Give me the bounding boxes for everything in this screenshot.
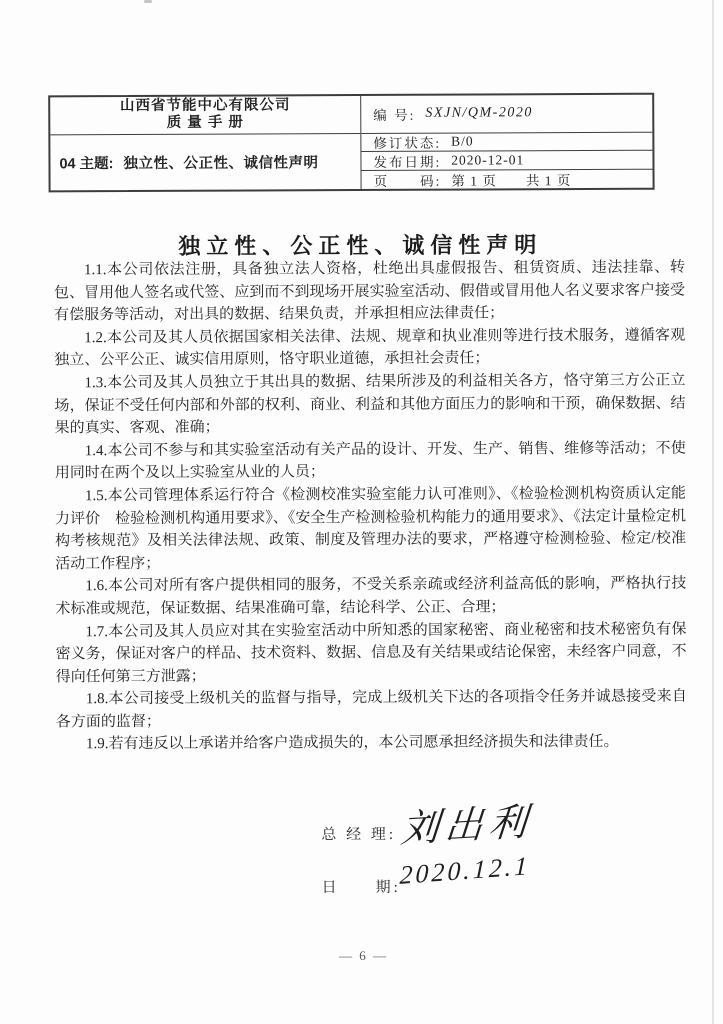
subject-label: 04 主题: <box>59 155 114 173</box>
declaration-paragraph: 1.7.本公司及其人员应对其在实验室活动中所知悉的国家秘密、商业秘密和技术秘密负有保密义务，保证对客户的样品、技术资料、数据、信息及有关结果或结论保密，未经客户同意，不得向任何第三方泄露； <box>55 621 687 686</box>
issue-date-label: 发布日期: <box>373 154 442 170</box>
doc-number-value: SXJN/QM-2020 <box>425 105 533 121</box>
page-number-value: 第 1 页 共 1 页 <box>451 172 572 189</box>
quality-manual-header-table <box>48 93 654 193</box>
general-manager-label: 总 经 理: <box>321 826 397 844</box>
declaration-paragraph: 1.3.本公司及其人员独立于其出具的数据、结果所涉及的利益相关各方，恪守第三方公正立场，保证不受任何内部和外部的权利、商业、利益和其他方面压力的影响和干预，确保数据、结果的真实、客观、准确； <box>54 372 686 437</box>
page-number-row <box>362 169 653 189</box>
subject-value: 独立性、公正性、诚信性声明 <box>123 154 319 172</box>
company-name: 山西省节能中心有限公司 <box>119 97 291 115</box>
issue-date-value: 2020-12-01 <box>451 152 525 168</box>
handwritten-signature: 刘出利 <box>399 801 535 851</box>
declaration-paragraph: 1.6.本公司对所有客户提供相同的服务，不受关系亲疏或经济利益高低的影响，严格执行技术标准或规范，保证数据、结果准确可靠，结论科学、公正、合理； <box>55 575 687 618</box>
footer-page-number: — 6 — <box>338 947 388 964</box>
revision-status-row <box>361 132 652 152</box>
issue-date-row <box>361 151 652 171</box>
subject-cell <box>50 134 360 191</box>
declaration-paragraph: 1.5.本公司管理体系运行符合《检测校准实验室能力认可准则》、《检验检测机构资质认定能力评价 检验检测机构通用要求》、《安全生产检测检验机构能力的通用要求》、《法定计量检定机构考核规范》及相关法律法规、政策、制度及管理办法的要求，严格遵守检测检验、检定/校准活动工作程序； <box>54 485 687 573</box>
company-name-cell <box>50 96 360 135</box>
doc-number-label: 编 号: <box>373 108 416 124</box>
header-table-left-column <box>50 96 361 190</box>
signature-date-label: 日 期: <box>321 879 401 897</box>
handwritten-date: 2020.12.1 <box>399 851 531 890</box>
manual-name: 质 量 手 册 <box>166 114 244 132</box>
doc-number-row <box>361 95 652 134</box>
declaration-paragraph: 1.4.本公司不参与和其实验室活动有关产品的设计、开发、生产、销售、维修等活动；不使用同时在两个及以上实验室从业的人员； <box>54 440 686 482</box>
page-number-label: 页 码: <box>373 173 442 189</box>
declaration-paragraph: 1.8.本公司接受上级机关的监督与指导，完成上级机关下达的各项指令任务并诚恳接受来自各方面的监督； <box>55 688 687 731</box>
revision-status-label: 修订状态: <box>373 135 442 152</box>
declaration-paragraph: 1.2.本公司及其人员依据国家相关法律、法规、规章和执业准则等进行技术服务，遵循客观独立、公平公正、诚实信用原则，恪守职业道德，承担社会责任； <box>54 327 686 369</box>
document-title: 独立性、公正性、诚信性声明 <box>178 232 543 259</box>
declaration-body <box>54 257 687 757</box>
declaration-paragraph: 1.1.本公司依法注册，具备独立法人资格，杜绝出具虚假报告、租赁资质、违法挂靠、转包、冒用他人签名或代签、应到而不到现场开展实验室活动、假借或冒用他人名义要求客户接受有偿服务等活动，对出具的数据、结果负责，并承担相应法律责任； <box>54 259 686 324</box>
revision-status-value: B/0 <box>451 133 474 149</box>
header-table-right-column <box>361 95 652 189</box>
declaration-paragraph: 1.9.若有违反以上承诺并给客户造成损失的，本公司愿承担经济损失和法律责任。 <box>85 734 619 753</box>
